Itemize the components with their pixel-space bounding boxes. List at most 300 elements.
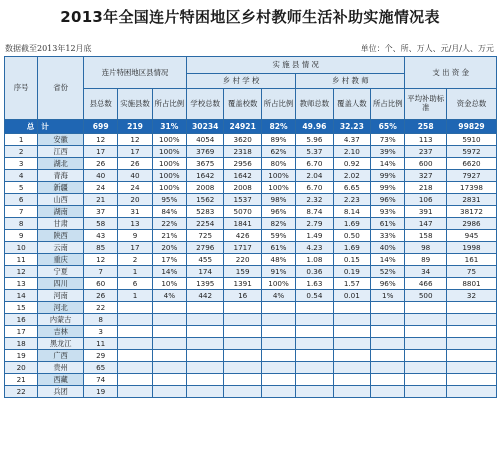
county-pct-cell: 14% <box>152 266 186 278</box>
county-pct-cell <box>152 314 186 326</box>
school-pct-cell: 80% <box>261 158 295 170</box>
province-cell: 云南 <box>38 242 84 254</box>
teachers-cell: 5.37 <box>296 146 333 158</box>
covered-schools-cell: 1841 <box>224 218 261 230</box>
header-school-pct: 所占比例 <box>261 89 295 120</box>
schools-cell: 3769 <box>187 146 224 158</box>
schools-cell <box>187 326 224 338</box>
seq-cell: 5 <box>5 182 38 194</box>
avg-subsidy-cell: 237 <box>405 146 447 158</box>
total-counties-cell: 65 <box>84 362 118 374</box>
funds-cell: 32 <box>446 290 496 302</box>
seq-cell: 7 <box>5 206 38 218</box>
county-pct-cell <box>152 386 186 398</box>
school-pct-cell <box>261 302 295 314</box>
province-cell: 甘肃 <box>38 218 84 230</box>
total-counties-cell: 26 <box>84 158 118 170</box>
province-cell: 陕西 <box>38 230 84 242</box>
total-counties-cell: 12 <box>84 134 118 146</box>
funds-cell: 5972 <box>446 146 496 158</box>
teachers-cell <box>296 362 333 374</box>
school-pct-cell: 4% <box>261 290 295 302</box>
seq-cell: 12 <box>5 266 38 278</box>
province-cell: 西藏 <box>38 374 84 386</box>
total-counties-cell: 17 <box>84 146 118 158</box>
seq-cell: 3 <box>5 158 38 170</box>
school-pct-cell: 100% <box>261 170 295 182</box>
covered-teachers-cell: 1.69 <box>333 242 370 254</box>
teacher-pct-cell: 33% <box>371 230 405 242</box>
seq-cell: 14 <box>5 290 38 302</box>
seq-cell: 总 <box>5 120 38 134</box>
funds-cell: 17398 <box>446 182 496 194</box>
teachers-cell: 1.49 <box>296 230 333 242</box>
avg-subsidy-cell: 258 <box>405 120 447 134</box>
teacher-pct-cell <box>371 362 405 374</box>
county-pct-cell: 17% <box>152 254 186 266</box>
table-row <box>5 290 497 302</box>
school-pct-cell <box>261 338 295 350</box>
teachers-cell: 4.23 <box>296 242 333 254</box>
province-cell: 吉林 <box>38 326 84 338</box>
school-pct-cell <box>261 350 295 362</box>
schools-cell: 725 <box>187 230 224 242</box>
covered-schools-cell: 1537 <box>224 194 261 206</box>
seq-cell: 15 <box>5 302 38 314</box>
total-counties-cell: 85 <box>84 242 118 254</box>
funds-cell: 2831 <box>446 194 496 206</box>
table-row <box>5 194 497 206</box>
covered-teachers-cell: 0.01 <box>333 290 370 302</box>
covered-schools-cell: 220 <box>224 254 261 266</box>
impl-counties-cell: 24 <box>118 182 152 194</box>
province-cell: 江西 <box>38 146 84 158</box>
seq-cell: 2 <box>5 146 38 158</box>
schools-cell: 1642 <box>187 170 224 182</box>
teacher-pct-cell <box>371 314 405 326</box>
seq-cell: 4 <box>5 170 38 182</box>
impl-counties-cell: 1 <box>118 266 152 278</box>
seq-cell: 21 <box>5 374 38 386</box>
header-total-counties: 县总数 <box>84 89 118 120</box>
teacher-pct-cell <box>371 302 405 314</box>
covered-teachers-cell: 2.23 <box>333 194 370 206</box>
county-pct-cell: 100% <box>152 146 186 158</box>
avg-subsidy-cell: 600 <box>405 158 447 170</box>
funds-cell <box>446 326 496 338</box>
schools-cell: 2008 <box>187 182 224 194</box>
schools-cell: 3675 <box>187 158 224 170</box>
table-row <box>5 134 497 146</box>
impl-counties-cell: 17 <box>118 242 152 254</box>
schools-cell <box>187 362 224 374</box>
teacher-pct-cell <box>371 350 405 362</box>
covered-schools-cell: 3620 <box>224 134 261 146</box>
funds-cell: 2986 <box>446 218 496 230</box>
teachers-cell: 0.54 <box>296 290 333 302</box>
header-teacher-group: 乡 村 教 师 <box>296 74 405 89</box>
covered-teachers-cell: 0.50 <box>333 230 370 242</box>
subsidy-table <box>4 56 497 398</box>
avg-subsidy-cell: 218 <box>405 182 447 194</box>
avg-subsidy-cell <box>405 374 447 386</box>
county-pct-cell: 100% <box>152 182 186 194</box>
header-covered-schools: 覆盖校数 <box>224 89 261 120</box>
funds-cell: 75 <box>446 266 496 278</box>
seq-cell: 17 <box>5 326 38 338</box>
covered-schools-cell: 2008 <box>224 182 261 194</box>
teacher-pct-cell: 73% <box>371 134 405 146</box>
funds-cell: 6620 <box>446 158 496 170</box>
unit-note: 单位：个、所、万人、元/月/人、万元 <box>360 44 494 53</box>
school-pct-cell: 48% <box>261 254 295 266</box>
teacher-pct-cell <box>371 374 405 386</box>
table-row <box>5 170 497 182</box>
avg-subsidy-cell: 391 <box>405 206 447 218</box>
schools-cell: 5283 <box>187 206 224 218</box>
teacher-pct-cell: 14% <box>371 158 405 170</box>
header-region-group: 连片特困地区县情况 <box>84 57 187 89</box>
school-pct-cell: 62% <box>261 146 295 158</box>
header-covered-teachers: 覆盖人数 <box>333 89 370 120</box>
schools-cell <box>187 350 224 362</box>
total-counties-cell: 21 <box>84 194 118 206</box>
total-counties-cell: 3 <box>84 326 118 338</box>
avg-subsidy-cell: 327 <box>405 170 447 182</box>
teacher-pct-cell: 99% <box>371 170 405 182</box>
seq-cell: 11 <box>5 254 38 266</box>
county-pct-cell: 100% <box>152 134 186 146</box>
teacher-pct-cell: 1% <box>371 290 405 302</box>
teacher-pct-cell: 40% <box>371 242 405 254</box>
funds-cell <box>446 362 496 374</box>
province-cell: 计 <box>38 120 84 134</box>
school-pct-cell: 82% <box>261 218 295 230</box>
school-pct-cell: 96% <box>261 206 295 218</box>
teachers-cell: 2.32 <box>296 194 333 206</box>
teacher-pct-cell: 96% <box>371 278 405 290</box>
school-pct-cell <box>261 314 295 326</box>
seq-cell: 1 <box>5 134 38 146</box>
total-counties-cell: 11 <box>84 338 118 350</box>
teacher-pct-cell: 52% <box>371 266 405 278</box>
funds-cell <box>446 386 496 398</box>
impl-counties-cell: 2 <box>118 254 152 266</box>
total-counties-cell: 26 <box>84 290 118 302</box>
seq-cell: 13 <box>5 278 38 290</box>
avg-subsidy-cell <box>405 302 447 314</box>
table-row <box>5 362 497 374</box>
teacher-pct-cell <box>371 326 405 338</box>
funds-cell <box>446 314 496 326</box>
covered-schools-cell: 16 <box>224 290 261 302</box>
impl-counties-cell <box>118 362 152 374</box>
table-row <box>5 278 497 290</box>
teachers-cell <box>296 326 333 338</box>
header-province: 省份 <box>38 57 84 120</box>
county-pct-cell: 22% <box>152 218 186 230</box>
header-impl-counties: 实施县数 <box>118 89 152 120</box>
table-row <box>5 182 497 194</box>
total-row <box>5 120 497 134</box>
covered-teachers-cell: 8.14 <box>333 206 370 218</box>
table-header <box>5 57 497 120</box>
total-counties-cell: 699 <box>84 120 118 134</box>
covered-teachers-cell: 1.69 <box>333 218 370 230</box>
school-pct-cell <box>261 326 295 338</box>
avg-subsidy-cell <box>405 326 447 338</box>
teachers-cell <box>296 302 333 314</box>
impl-counties-cell: 26 <box>118 158 152 170</box>
page-title: 2013年全国连片特困地区乡村教师生活补助实施情况表 <box>60 8 440 26</box>
funds-cell <box>446 302 496 314</box>
teacher-pct-cell <box>371 338 405 350</box>
header-implementation-group: 实 施 县 情 况 <box>187 57 405 74</box>
table-row <box>5 146 497 158</box>
table-row <box>5 314 497 326</box>
impl-counties-cell <box>118 350 152 362</box>
covered-schools-cell <box>224 350 261 362</box>
teacher-pct-cell: 14% <box>371 254 405 266</box>
province-cell: 青海 <box>38 170 84 182</box>
covered-schools-cell: 1642 <box>224 170 261 182</box>
covered-schools-cell <box>224 302 261 314</box>
schools-cell <box>187 314 224 326</box>
covered-schools-cell: 2956 <box>224 158 261 170</box>
covered-schools-cell: 24921 <box>224 120 261 134</box>
teachers-cell: 1.08 <box>296 254 333 266</box>
total-counties-cell: 22 <box>84 302 118 314</box>
impl-counties-cell <box>118 338 152 350</box>
total-counties-cell: 60 <box>84 278 118 290</box>
header-county-pct: 所占比例 <box>152 89 186 120</box>
impl-counties-cell: 6 <box>118 278 152 290</box>
covered-schools-cell: 1391 <box>224 278 261 290</box>
teachers-cell: 49.96 <box>296 120 333 134</box>
teachers-cell: 6.70 <box>296 158 333 170</box>
schools-cell: 30234 <box>187 120 224 134</box>
teacher-pct-cell: 61% <box>371 218 405 230</box>
county-pct-cell: 100% <box>152 170 186 182</box>
funds-cell: 8801 <box>446 278 496 290</box>
seq-cell: 10 <box>5 242 38 254</box>
schools-cell: 1395 <box>187 278 224 290</box>
funds-cell: 7927 <box>446 170 496 182</box>
header-funds: 资金总数 <box>446 89 496 120</box>
covered-schools-cell <box>224 314 261 326</box>
county-pct-cell: 4% <box>152 290 186 302</box>
total-counties-cell: 7 <box>84 266 118 278</box>
teachers-cell <box>296 350 333 362</box>
teacher-pct-cell: 39% <box>371 146 405 158</box>
covered-teachers-cell <box>333 362 370 374</box>
province-cell: 湖北 <box>38 158 84 170</box>
header-fund-group: 支 出 资 金 <box>405 57 497 89</box>
county-pct-cell <box>152 338 186 350</box>
impl-counties-cell: 13 <box>118 218 152 230</box>
seq-cell: 9 <box>5 230 38 242</box>
covered-teachers-cell: 32.23 <box>333 120 370 134</box>
province-cell: 贵州 <box>38 362 84 374</box>
county-pct-cell: 21% <box>152 230 186 242</box>
county-pct-cell: 84% <box>152 206 186 218</box>
seq-cell: 16 <box>5 314 38 326</box>
covered-teachers-cell <box>333 338 370 350</box>
school-pct-cell: 100% <box>261 278 295 290</box>
schools-cell: 2796 <box>187 242 224 254</box>
province-cell: 湖南 <box>38 206 84 218</box>
teachers-cell: 5.96 <box>296 134 333 146</box>
avg-subsidy-cell: 34 <box>405 266 447 278</box>
covered-schools-cell <box>224 362 261 374</box>
avg-subsidy-cell: 98 <box>405 242 447 254</box>
covered-schools-cell <box>224 326 261 338</box>
total-counties-cell: 19 <box>84 386 118 398</box>
schools-cell: 2254 <box>187 218 224 230</box>
teacher-pct-cell: 65% <box>371 120 405 134</box>
funds-cell: 38172 <box>446 206 496 218</box>
school-pct-cell: 82% <box>261 120 295 134</box>
funds-cell: 161 <box>446 254 496 266</box>
teacher-pct-cell: 96% <box>371 194 405 206</box>
avg-subsidy-cell: 89 <box>405 254 447 266</box>
table-row <box>5 158 497 170</box>
teachers-cell <box>296 314 333 326</box>
teacher-pct-cell: 99% <box>371 182 405 194</box>
school-pct-cell <box>261 386 295 398</box>
covered-teachers-cell: 4.37 <box>333 134 370 146</box>
schools-cell: 1562 <box>187 194 224 206</box>
province-cell: 黑龙江 <box>38 338 84 350</box>
province-cell: 河北 <box>38 302 84 314</box>
avg-subsidy-cell: 113 <box>405 134 447 146</box>
school-pct-cell: 91% <box>261 266 295 278</box>
funds-cell <box>446 374 496 386</box>
funds-cell <box>446 338 496 350</box>
teachers-cell: 0.36 <box>296 266 333 278</box>
school-pct-cell <box>261 362 295 374</box>
table-row <box>5 218 497 230</box>
schools-cell: 455 <box>187 254 224 266</box>
header-teachers: 教师总数 <box>296 89 333 120</box>
table-row <box>5 386 497 398</box>
impl-counties-cell: 219 <box>118 120 152 134</box>
funds-cell: 945 <box>446 230 496 242</box>
county-pct-cell: 95% <box>152 194 186 206</box>
avg-subsidy-cell: 106 <box>405 194 447 206</box>
school-pct-cell <box>261 374 295 386</box>
teachers-cell <box>296 338 333 350</box>
schools-cell: 174 <box>187 266 224 278</box>
avg-subsidy-cell <box>405 362 447 374</box>
teachers-cell <box>296 374 333 386</box>
impl-counties-cell: 12 <box>118 134 152 146</box>
total-counties-cell: 37 <box>84 206 118 218</box>
covered-teachers-cell: 0.92 <box>333 158 370 170</box>
total-counties-cell: 24 <box>84 182 118 194</box>
teachers-cell <box>296 386 333 398</box>
schools-cell <box>187 386 224 398</box>
impl-counties-cell: 1 <box>118 290 152 302</box>
covered-schools-cell: 5070 <box>224 206 261 218</box>
impl-counties-cell <box>118 326 152 338</box>
table-row <box>5 302 497 314</box>
school-pct-cell: 89% <box>261 134 295 146</box>
table-row <box>5 242 497 254</box>
province-cell: 重庆 <box>38 254 84 266</box>
table-row <box>5 374 497 386</box>
funds-cell <box>446 350 496 362</box>
impl-counties-cell <box>118 386 152 398</box>
header-school-group: 乡 村 学 校 <box>187 74 296 89</box>
seq-cell: 22 <box>5 386 38 398</box>
funds-cell: 5910 <box>446 134 496 146</box>
teacher-pct-cell <box>371 386 405 398</box>
covered-teachers-cell <box>333 350 370 362</box>
covered-schools-cell: 159 <box>224 266 261 278</box>
avg-subsidy-cell <box>405 338 447 350</box>
total-counties-cell: 74 <box>84 374 118 386</box>
avg-subsidy-cell: 158 <box>405 230 447 242</box>
total-counties-cell: 12 <box>84 254 118 266</box>
covered-schools-cell: 426 <box>224 230 261 242</box>
seq-cell: 18 <box>5 338 38 350</box>
total-counties-cell: 43 <box>84 230 118 242</box>
covered-teachers-cell: 1.57 <box>333 278 370 290</box>
province-cell: 河南 <box>38 290 84 302</box>
table-row <box>5 326 497 338</box>
seq-cell: 19 <box>5 350 38 362</box>
covered-schools-cell <box>224 338 261 350</box>
county-pct-cell <box>152 326 186 338</box>
teachers-cell: 6.70 <box>296 182 333 194</box>
total-counties-cell: 29 <box>84 350 118 362</box>
covered-schools-cell <box>224 374 261 386</box>
impl-counties-cell: 17 <box>118 146 152 158</box>
impl-counties-cell: 40 <box>118 170 152 182</box>
county-pct-cell: 10% <box>152 278 186 290</box>
covered-teachers-cell <box>333 314 370 326</box>
province-cell: 内蒙古 <box>38 314 84 326</box>
teacher-pct-cell: 93% <box>371 206 405 218</box>
covered-schools-cell: 1717 <box>224 242 261 254</box>
covered-schools-cell: 2318 <box>224 146 261 158</box>
province-cell: 山西 <box>38 194 84 206</box>
schools-cell <box>187 302 224 314</box>
table-row <box>5 338 497 350</box>
covered-teachers-cell <box>333 302 370 314</box>
table-row <box>5 350 497 362</box>
header-schools: 学校总数 <box>187 89 224 120</box>
header-avg-subsidy: 平均补助标准 <box>405 89 447 120</box>
table-row <box>5 266 497 278</box>
county-pct-cell: 31% <box>152 120 186 134</box>
covered-teachers-cell: 6.65 <box>333 182 370 194</box>
covered-teachers-cell <box>333 374 370 386</box>
seq-cell: 20 <box>5 362 38 374</box>
impl-counties-cell: 9 <box>118 230 152 242</box>
county-pct-cell: 100% <box>152 158 186 170</box>
covered-teachers-cell <box>333 326 370 338</box>
teachers-cell: 2.04 <box>296 170 333 182</box>
total-counties-cell: 58 <box>84 218 118 230</box>
avg-subsidy-cell: 500 <box>405 290 447 302</box>
avg-subsidy-cell <box>405 314 447 326</box>
avg-subsidy-cell: 147 <box>405 218 447 230</box>
total-counties-cell: 40 <box>84 170 118 182</box>
impl-counties-cell: 20 <box>118 194 152 206</box>
impl-counties-cell: 31 <box>118 206 152 218</box>
